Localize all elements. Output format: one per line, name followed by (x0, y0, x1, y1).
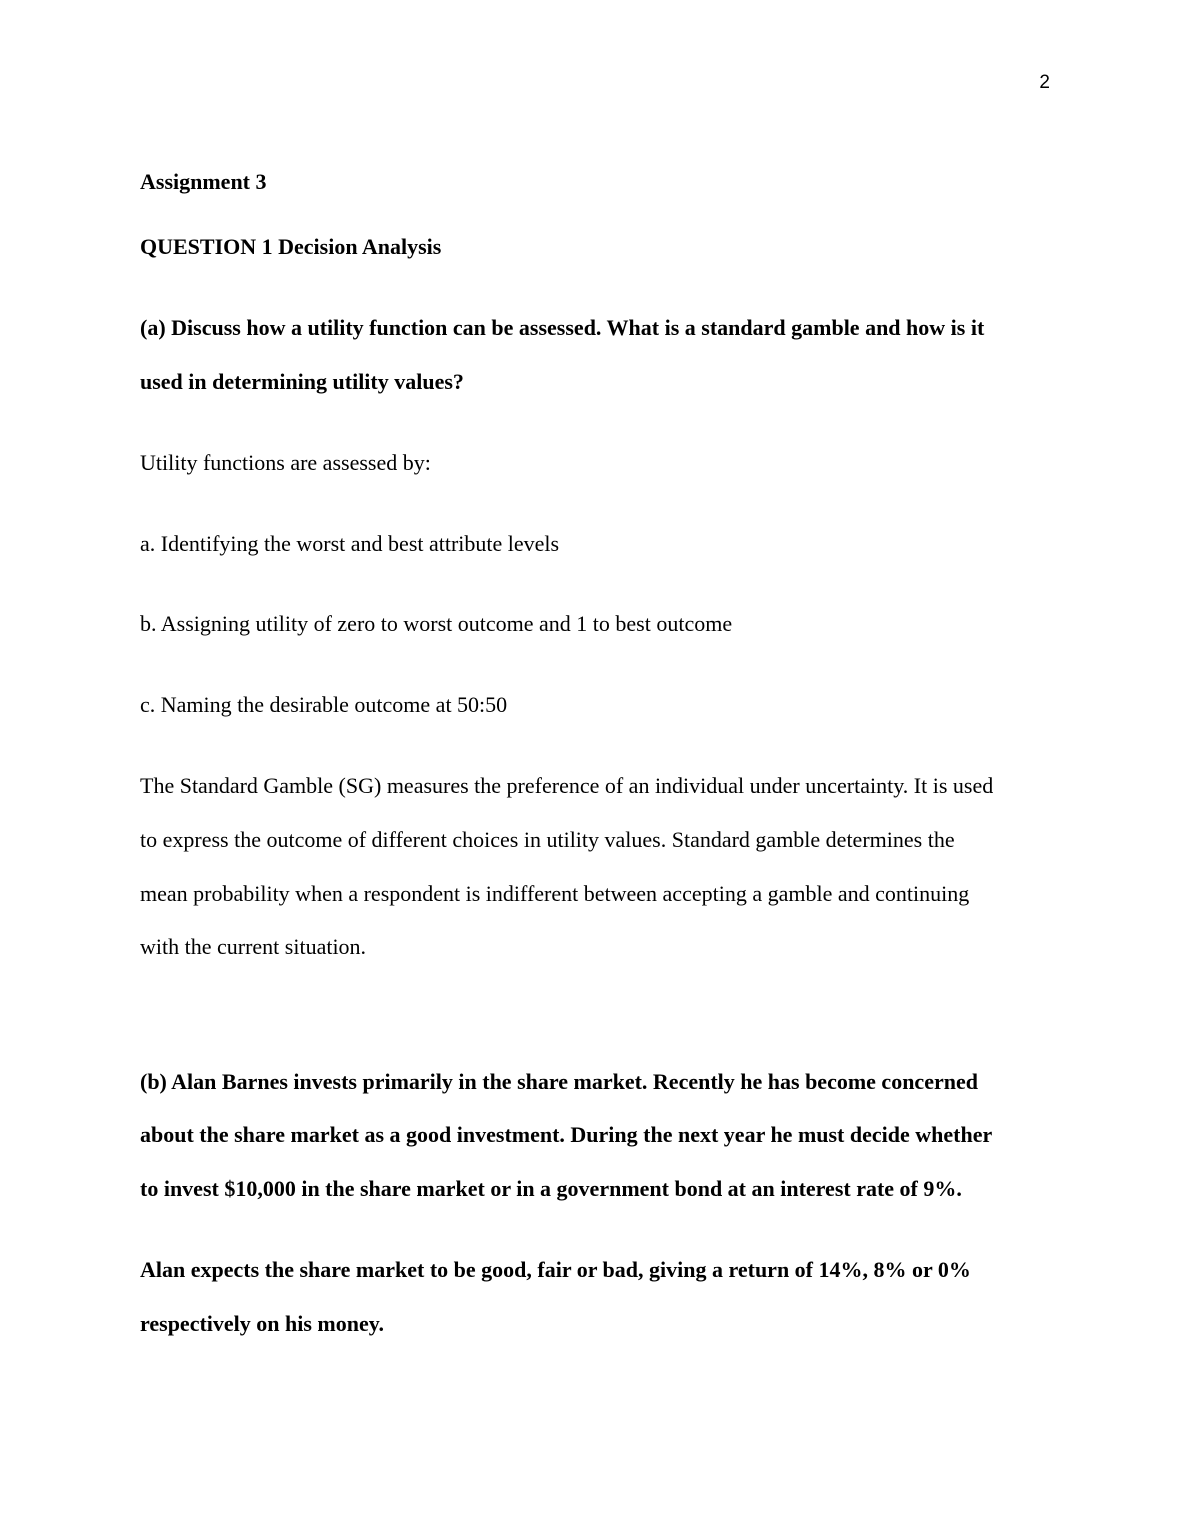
part-a-answer-line: with the current situation. (140, 934, 367, 959)
part-b-followup-line: Alan expects the share market to be good, fair or bad, giving a return of 14%, 8% or 0% (140, 1257, 971, 1282)
part-a-step: b. Assigning utility of zero to worst outcome and 1 to best outcome (140, 611, 733, 636)
part-a-intro: Utility functions are assessed by: (140, 450, 431, 475)
assignment-title: Assignment 3 (140, 169, 267, 194)
part-a-question-line: (a) Discuss how a utility function can be assessed. What is a standard gamble and how is it (140, 315, 985, 340)
part-a-answer-line: The Standard Gamble (SG) measures the preference of an individual under uncertainty. It is used (140, 773, 994, 798)
part-a-answer-line: to express the outcome of different choices in utility values. Standard gamble determines the (140, 827, 955, 852)
part-a-question-line: used in determining utility values? (140, 369, 464, 394)
part-b-question-line: (b) Alan Barnes invests primarily in the share market. Recently he has become concerned (140, 1069, 978, 1094)
page-number: 2 (1039, 72, 1050, 93)
part-b-question-line: about the share market as a good investment. During the next year he must decide whether (140, 1122, 993, 1147)
part-b-question-line: to invest $10,000 in the share market or in a government bond at an interest rate of 9%. (140, 1176, 962, 1201)
part-a-answer-line: mean probability when a respondent is indifferent between accepting a gamble and continuing (140, 881, 970, 906)
question-title: QUESTION 1 Decision Analysis (140, 234, 442, 259)
part-b-followup-line: respectively on his money. (140, 1311, 385, 1336)
part-a-step: c. Naming the desirable outcome at 50:50 (140, 692, 508, 717)
part-a-step: a. Identifying the worst and best attribute levels (140, 531, 560, 556)
